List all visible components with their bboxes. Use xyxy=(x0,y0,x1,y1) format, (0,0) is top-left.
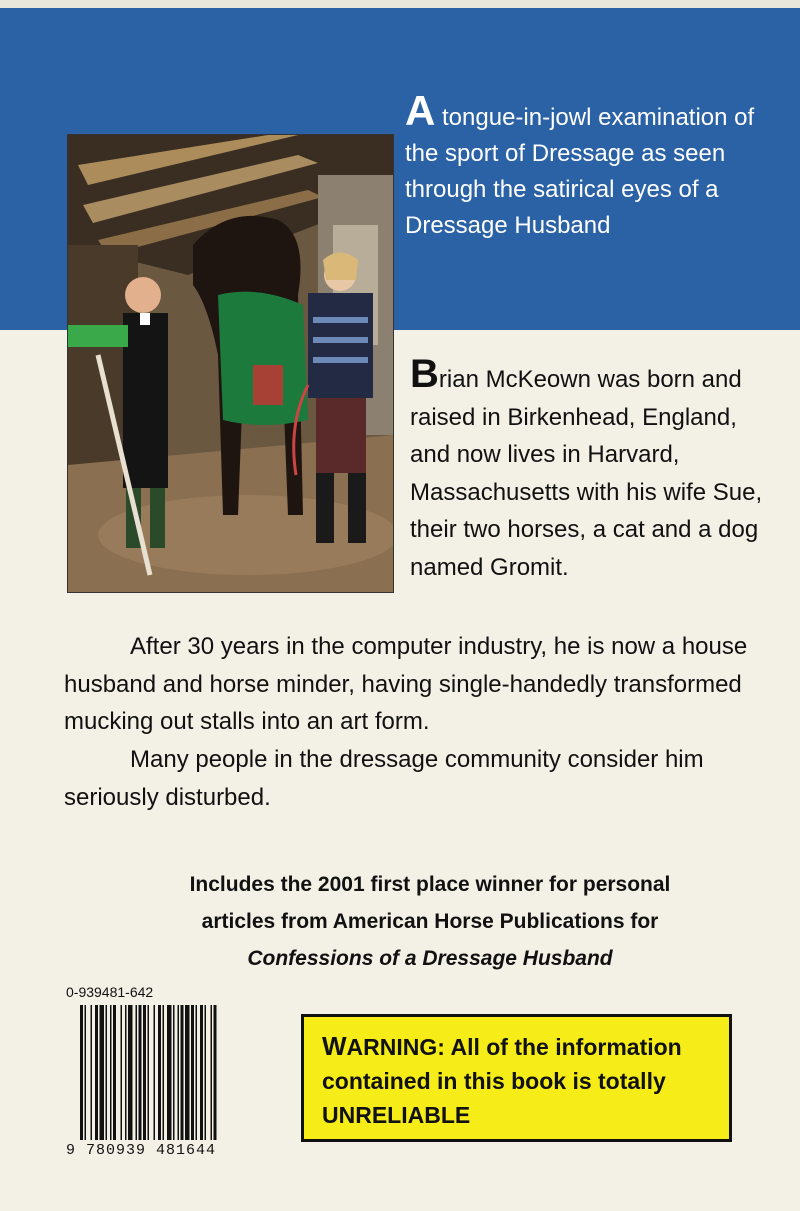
barcode xyxy=(80,1005,255,1140)
tagline-text: tongue-in-jowl examination of the sport of Dressage as seen through the satirical eyes of a Dressage Husband xyxy=(405,104,755,239)
bio-paragraph-2: After 30 years in the computer industry, he is now a house husband and horse minder, having single-handedly transformed mucking out stalls into an art form. xyxy=(64,633,748,735)
bio-paragraph-3: Many people in the dressage community consider him seriously disturbed. xyxy=(64,746,704,811)
award-line-1: Includes the 2001 first place winner for personal xyxy=(189,873,671,896)
author-bio xyxy=(410,352,780,586)
warning-box xyxy=(301,1014,732,1142)
bio-paragraph-3-wrap xyxy=(64,741,764,816)
top-edge xyxy=(0,0,800,8)
award-line-2: articles from American Horse Publications for xyxy=(201,910,659,933)
warning-label: ARNING: xyxy=(346,1034,445,1060)
barcode-number: 9 780939 481644 xyxy=(66,1142,217,1159)
bio-paragraph-1: rian McKeown was born and raised in Birkenhead, England, and now lives in Harvard, Massachusetts with his wife Sue, their two horses, a cat and a dog named Gromit. xyxy=(410,366,763,581)
warning-label-initial: W xyxy=(322,1031,347,1061)
isbn-number: 0-939481-642 xyxy=(66,984,154,1000)
warning-text: All of the information contained in this book is totally UNRELIABLE xyxy=(322,1034,682,1128)
tagline-dropcap: A xyxy=(405,87,436,134)
tagline xyxy=(405,87,785,244)
bio-dropcap: B xyxy=(410,352,439,396)
award-note xyxy=(60,866,800,977)
author-photo xyxy=(67,134,394,593)
bio-paragraph-2-wrap xyxy=(64,628,764,741)
award-line-3: Confessions of a Dressage Husband xyxy=(247,947,613,970)
